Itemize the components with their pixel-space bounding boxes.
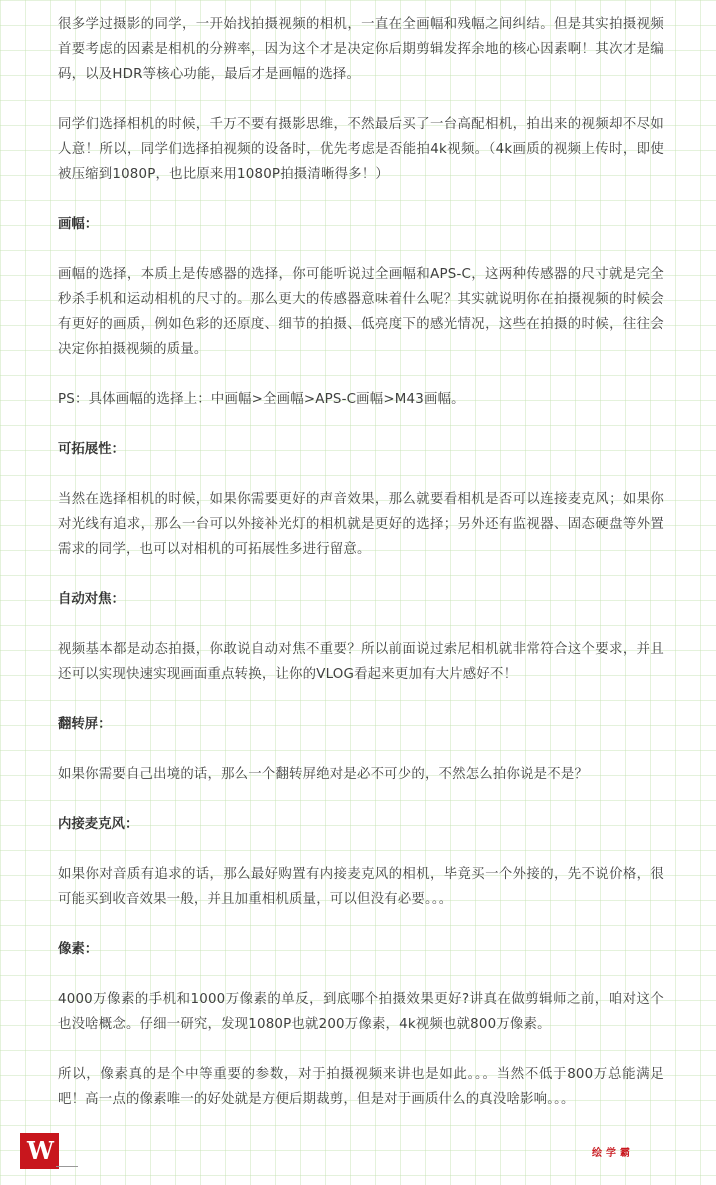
paragraph-intro: 很多学过摄影的同学，一开始找拍摄视频的相机，一直在全画幅和残幅之间纠结。但是其实拍摄视频首要考虑的因素是相机的分辨率，因为这个才是决定你后期剪辑发挥余地的核心因素啊！其次才是编码，以及HDR等核心功能，最后才是画幅的选择。 — [58, 17, 664, 82]
paragraph-sensor: 画幅的选择，本质上是传感器的选择，你可能听说过全画幅和APS-C，这两种传感器的尺寸就是完全秒杀手机和运动相机的尺寸的。那么更大的传感器意味着什么呢？其实就说明你在拍摄视频的时候会有更好的画质，例如色彩的还原度、细节的拍摄、低亮度下的感光情况，这些在拍摄的时候，往往会决定你拍摄视频的质量。 — [58, 267, 664, 357]
paragraph-pixels-conclusion: 所以，像素真的是个中等重要的参数，对于拍摄视频来讲也是如此。。。当然不低于800万总能满足吧！高一点的像素唯一的好处就是方便后期裁剪，但是对于画质什么的真没啥影响。。。 — [58, 1067, 664, 1107]
heading-built-in-mic: 内接麦克风： — [58, 817, 139, 832]
watermark-brand-text: 绘学霸 — [592, 1148, 634, 1159]
paragraph-built-in-mic: 如果你对音质有追求的话，那么最好购置有内接麦克风的相机，毕竟买一个外接的，先不说价格，很可能买到收音效果一般，并且加重相机质量，可以但没有必要。。。 — [58, 867, 664, 907]
heading-expandability: 可拓展性： — [58, 442, 125, 457]
paragraph-autofocus: 视频基本都是动态拍摄，你敢说自动对焦不重要？所以前面说过索尼相机就非常符合这个要求，并且还可以实现快速实现画面重点转换，让你的VLOG看起来更加有大片感好不！ — [58, 642, 664, 682]
paragraph-pixels: 4000万像素的手机和1000万像素的单反，到底哪个拍摄效果更好?讲真在做剪辑师之前，咱对这个也没啥概念。仔细一研究，发现1080P也就200万像素，4k视频也就800万像素。 — [58, 992, 664, 1032]
heading-autofocus: 自动对焦： — [58, 592, 125, 607]
heading-pixels: 像素： — [58, 942, 99, 957]
paragraph-expandability: 当然在选择相机的时候，如果你需要更好的声音效果，那么就要看相机是否可以连接麦克风；如果你对光线有追求，那么一台可以外接补光灯的相机就是更好的选择；另外还有监视器、固态硬盘等外置需求的同学，也可以对相机的可拓展性多进行留意。 — [58, 492, 664, 557]
paragraph-camera-choice: 同学们选择相机的时候，千万不要有摄影思维，不然最后买了一台高配相机，拍出来的视频却不尽如人意！所以，同学们选择拍视频的设备时，优先考虑是否能拍4k视频。（4k画质的视频上传时，即使被压缩到1080P，也比原来用1080P拍摄清晰得多！） — [58, 117, 664, 182]
paragraph-ps-frame: PS：具体画幅的选择上：中画幅>全画幅>APS-C画幅>M43画幅。 — [58, 392, 465, 407]
logo-letter: W — [27, 1136, 52, 1165]
heading-flip-screen: 翻转屏： — [58, 717, 112, 732]
paragraph-flip-screen: 如果你需要自己出境的话，那么一个翻转屏绝对是必不可少的，不然怎么拍你说是不是？ — [58, 767, 589, 782]
article-body — [58, 12, 664, 1112]
heading-frame-size: 画幅： — [58, 217, 99, 232]
logo-underline — [56, 1166, 78, 1167]
watermark-logo — [20, 1133, 59, 1169]
